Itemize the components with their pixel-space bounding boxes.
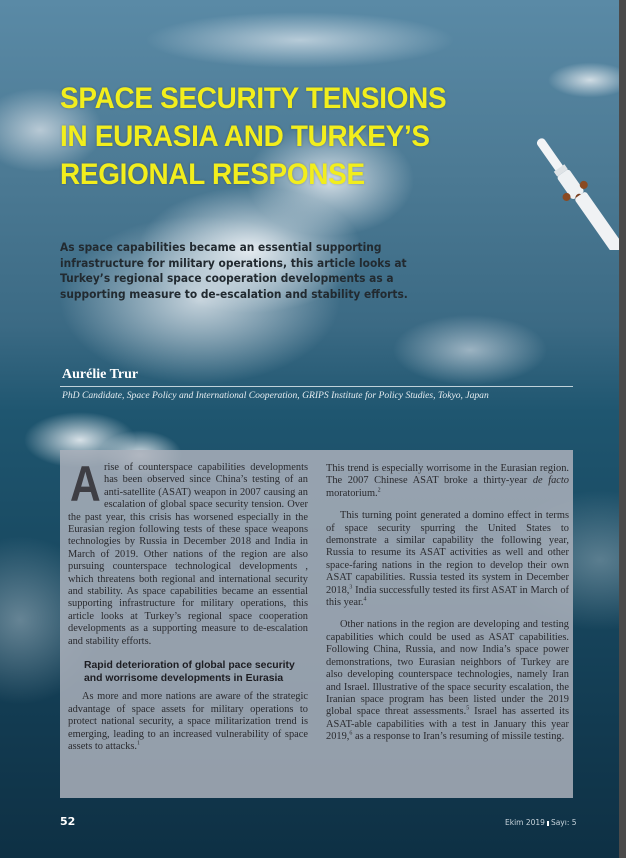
issue-number: Sayı: 5 (550, 818, 577, 827)
body-paragraph (68, 691, 308, 753)
author-name: Aurélie Trur (62, 367, 139, 382)
title-line: SPACE SECURITY TENSIONS (60, 82, 447, 115)
paragraph-text: as a response to Iran’s resuming of missile testing. (352, 731, 565, 743)
page-number: 52 (60, 815, 76, 828)
italic-phrase: de facto (532, 475, 569, 487)
body-column-left (68, 456, 308, 753)
rocket-illustration (535, 130, 619, 250)
issue-date: Ekim 2019 (505, 818, 545, 827)
article-title (60, 80, 446, 194)
body-paragraph (326, 463, 569, 500)
lead-line: Turkey’s regional space cooperation developments as a (60, 272, 394, 286)
article-body-box (60, 450, 573, 798)
lead-line: As space capabilities became an essential supporting (60, 241, 382, 254)
paragraph-text: This turning point generated a domino effect in terms of space security spurring the United States to demonstrate a similar capability the following year, Russia to resume its ASAT activities as well and other space-faring nations in the region to develop their own ASAT capabilities. Russia tested its system in December 2018, (326, 510, 569, 596)
paragraph-text: moratorium. (326, 487, 378, 499)
footnote-ref[interactable]: 3 (349, 584, 353, 591)
paragraph-text: This trend is especially worrisome in the Eurasian region. The 2007 Chinese ASAT broke a thirty-year (326, 463, 569, 487)
footnote-ref[interactable]: 1 (136, 740, 140, 747)
body-column-right (326, 463, 569, 744)
author-affiliation: PhD Candidate, Space Policy and International Cooperation, GRIPS Institute for Policy Studies, Tokyo, Japan (62, 390, 489, 401)
issue-info (505, 818, 577, 827)
footnote-ref[interactable]: 2 (377, 487, 381, 494)
intro-paragraph (68, 456, 308, 648)
page-edge-strip (619, 0, 626, 858)
footnote-ref[interactable]: 4 (363, 596, 367, 603)
intro-text: rise of counterspace capabilities developments has been observed since China’s testing of an anti-satellite (ASAT) weapon in 2007 causing an escalation of global space security tension. Over the past year, this crisis has worsened especially in the Eurasian region following tests of these space weapons technologies by Russia in December 2018 and India in March of 2019. Other nations of the region are also pursuing counterspace technological developments , which threatens both regional and international security and stability. As space capabilities became an essential supporting infrastructure for military operations, this article looks at Turkey’s regional space cooperation developments as a supporting measure to de-escalation and stability efforts. (68, 462, 308, 647)
paragraph-text: As more and more nations are aware of the strategic advantage of space assets for military operations to protect national security, a space militarization trend is emerging, leading to an increased vulnerability of space assets to attacks. (68, 691, 308, 752)
paragraph-text: Other nations in the region are developing and testing capabilities which could be used as ASAT capabilities. Following China, Russia, and now India’s space power demonstrations, two Eurasian neighbors of Turkey are also developing counterspace technologies, namely Iran and Israel. Illustrative of the space security escalation, the Iranian space program has been listed under the 2019 global space threat assessments. (326, 619, 569, 718)
title-line: IN EURASIA AND TURKEY’S (60, 120, 430, 153)
footnote-ref[interactable]: 5 (466, 705, 470, 712)
drop-cap: A (70, 456, 101, 512)
separator-bullet (547, 821, 549, 826)
footnote-ref[interactable]: 6 (349, 730, 353, 737)
lead-line: supporting measure to de-escalation and stability efforts. (60, 287, 408, 301)
author-divider (60, 386, 573, 387)
article-lead (60, 240, 408, 302)
paragraph-text: Israel has asserted its ASAT-able capabilities with a test in January this year 2019, (326, 706, 569, 743)
lead-line: infrastructure for military operations, this article looks at (60, 256, 407, 270)
body-paragraph (326, 619, 569, 743)
paragraph-text: India successfully tested its first ASAT in March of this year. (326, 584, 569, 609)
title-line: REGIONAL RESPONSE (60, 158, 365, 191)
section-heading: Rapid deterioration of global pace security and worrisome developments in Eurasia (84, 660, 295, 684)
body-paragraph (326, 510, 569, 609)
